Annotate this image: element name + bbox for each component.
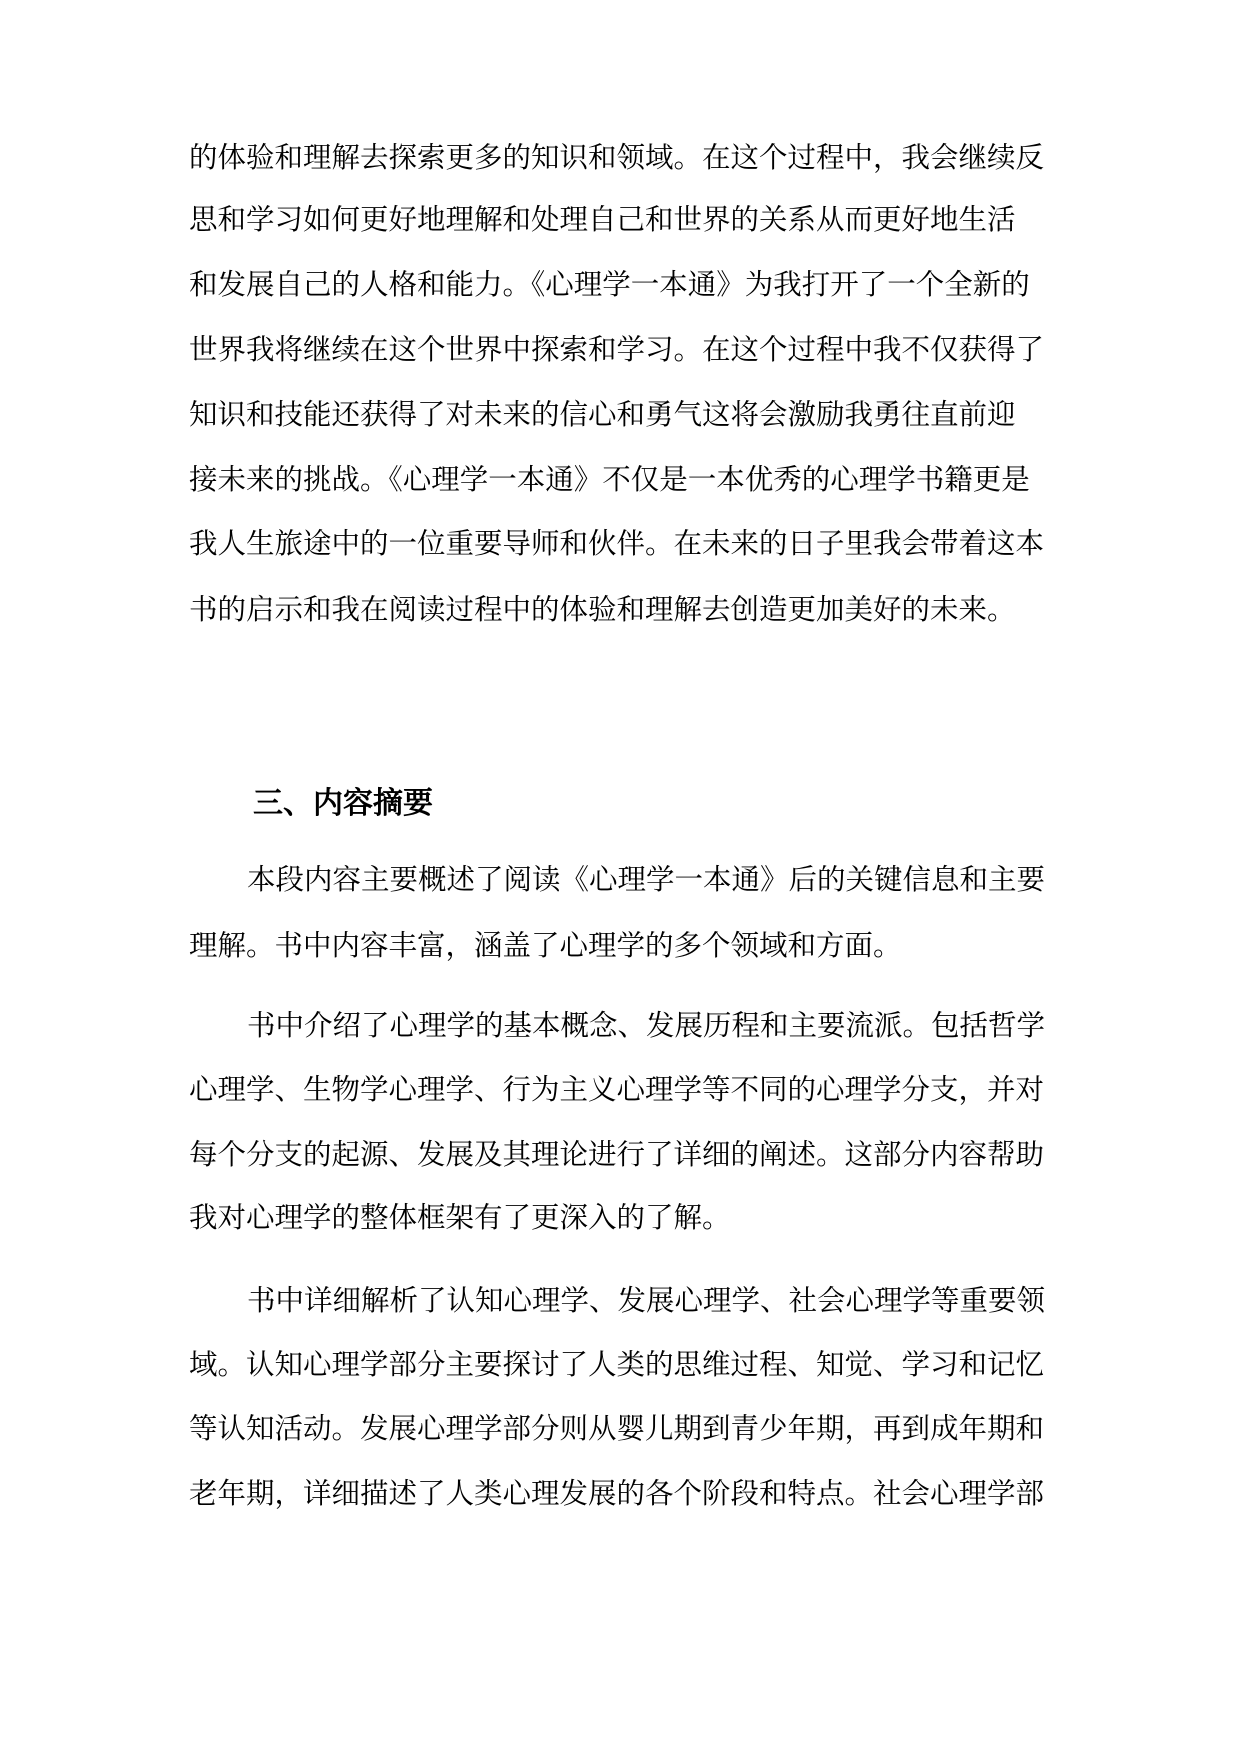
text-line: 老年期，详细描述了人类心理发展的各个阶段和特点。社会心理学部	[189, 1477, 1045, 1510]
text-line: 接未来的挑战。《心理学一本通》不仅是一本优秀的心理学书籍更是	[189, 463, 1030, 496]
text-line: 书的启示和我在阅读过程中的体验和理解去创造更加美好的未来。	[189, 593, 1016, 626]
text-line: 我人生旅途中的一位重要导师和伙伴。在未来的日子里我会带着这本	[189, 527, 1045, 560]
text-line: 知识和技能还获得了对未来的信心和勇气这将会激励我勇往直前迎	[189, 398, 1016, 431]
text-line: 每个分支的起源、发展及其理论进行了详细的阐述。这部分内容帮助	[189, 1138, 1045, 1171]
section-heading: 三、内容摘要	[253, 786, 433, 821]
text-line: 思和学习如何更好地理解和处理自己和世界的关系从而更好地生活	[189, 203, 1016, 236]
text-line: 书中介绍了心理学的基本概念、发展历程和主要流派。包括哲学	[247, 1009, 1046, 1042]
text-line: 等认知活动。发展心理学部分则从婴儿期到青少年期，再到成年期和	[189, 1412, 1045, 1445]
text-line: 本段内容主要概述了阅读《心理学一本通》后的关键信息和主要	[247, 863, 1046, 896]
text-line: 世界我将继续在这个世界中探索和学习。在这个过程中我不仅获得了	[189, 333, 1045, 366]
text-line: 书中详细解析了认知心理学、发展心理学、社会心理学等重要领	[247, 1284, 1046, 1317]
text-line: 域。认知心理学部分主要探讨了人类的思维过程、知觉、学习和记忆	[189, 1348, 1045, 1381]
text-line: 的体验和理解去探索更多的知识和领域。在这个过程中，我会继续反	[189, 141, 1045, 174]
text-line: 我对心理学的整体框架有了更深入的了解。	[189, 1201, 731, 1234]
text-line: 和发展自己的人格和能力。《心理学一本通》为我打开了一个全新的	[189, 268, 1030, 301]
text-line: 理解。书中内容丰富，涵盖了心理学的多个领域和方面。	[189, 929, 902, 962]
text-line: 心理学、生物学心理学、行为主义心理学等不同的心理学分支，并对	[189, 1073, 1045, 1106]
